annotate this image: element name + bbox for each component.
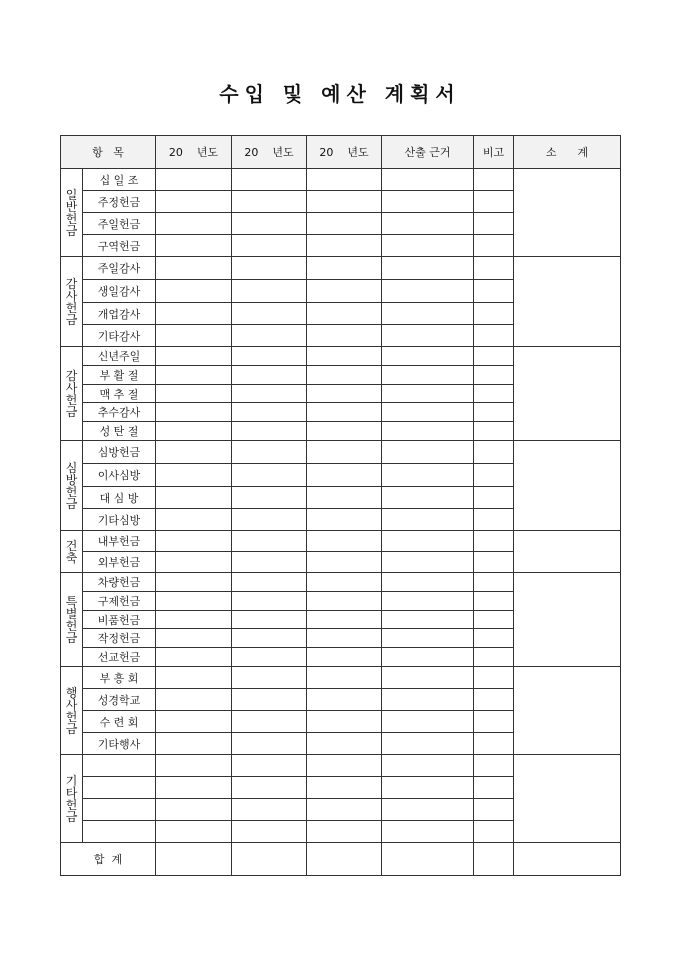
year-2-cell[interactable] [232, 422, 307, 441]
year-3-cell[interactable] [307, 325, 382, 347]
basis-cell[interactable] [382, 213, 474, 235]
year-3-cell[interactable] [307, 303, 382, 325]
basis-cell[interactable] [382, 169, 474, 191]
group-label-char: 심 [65, 460, 78, 475]
item-label: 개업감사 [83, 303, 156, 325]
basis-cell[interactable] [382, 733, 474, 755]
note-cell[interactable] [474, 422, 514, 441]
year-3-cell[interactable] [307, 667, 382, 689]
item-label: 이사심방 [83, 464, 156, 487]
year-1-cell[interactable] [156, 280, 232, 303]
basis-cell[interactable] [382, 592, 474, 611]
year-2-cell[interactable] [232, 777, 307, 799]
table-row [61, 169, 621, 191]
group-label-char: 사 [65, 380, 78, 395]
header-year-2: 20 년도 [232, 136, 307, 169]
group-label-char: 일 [65, 187, 78, 202]
year-1-cell[interactable] [156, 487, 232, 509]
year-2-cell[interactable] [232, 592, 307, 611]
year-1-cell[interactable] [156, 366, 232, 385]
item-label: 구제헌금 [83, 592, 156, 611]
group-label [61, 257, 83, 347]
table-row [61, 257, 621, 280]
year-3-cell[interactable] [307, 235, 382, 257]
year-3-cell[interactable] [307, 552, 382, 573]
group-label [61, 531, 83, 573]
year-1-cell[interactable] [156, 611, 232, 629]
year-3-cell[interactable] [307, 755, 382, 777]
header-subtotal: 소 계 [514, 136, 621, 169]
basis-cell[interactable] [382, 667, 474, 689]
year-2-cell[interactable] [232, 487, 307, 509]
year-1-cell[interactable] [156, 573, 232, 592]
note-cell[interactable] [474, 755, 514, 777]
basis-cell[interactable] [382, 366, 474, 385]
year-3-cell[interactable] [307, 629, 382, 648]
year-1-cell[interactable] [156, 403, 232, 422]
header-year-1: 20 년도 [156, 136, 232, 169]
year-2-cell[interactable] [232, 441, 307, 464]
year-3-cell[interactable] [307, 169, 382, 191]
group-label [61, 441, 83, 531]
note-cell[interactable] [474, 629, 514, 648]
table-row [61, 531, 621, 552]
header-row [61, 136, 621, 169]
year-1-cell[interactable] [156, 169, 232, 191]
group-label-char: 행 [65, 685, 78, 700]
year-1-cell[interactable] [156, 755, 232, 777]
subtotal-cell[interactable] [514, 169, 621, 257]
item-label: 신년주일 [83, 347, 156, 366]
year-3-cell[interactable] [307, 280, 382, 303]
subtotal-cell[interactable] [514, 755, 621, 843]
subtotal-cell[interactable] [514, 441, 621, 531]
note-cell[interactable] [474, 169, 514, 191]
year-1-cell[interactable] [156, 531, 232, 552]
year-3-cell[interactable] [307, 733, 382, 755]
document-title: 수입 및 예산 계획서 [219, 82, 461, 106]
group-label-char: 금 [65, 223, 78, 238]
item-label: 맥 추 절 [83, 385, 156, 403]
year-1-cell[interactable] [156, 441, 232, 464]
year-1-cell[interactable] [156, 385, 232, 403]
item-label: 비품헌금 [83, 611, 156, 629]
year-1-cell[interactable] [156, 733, 232, 755]
year-2-cell[interactable] [232, 464, 307, 487]
group-label-char: 별 [65, 606, 78, 621]
table-row [61, 573, 621, 592]
year-2-cell[interactable] [232, 191, 307, 213]
note-cell[interactable] [474, 257, 514, 280]
year-3-cell[interactable] [307, 441, 382, 464]
year-2-cell[interactable] [232, 733, 307, 755]
year-2-cell[interactable] [232, 611, 307, 629]
table-row [61, 667, 621, 689]
item-label: 차량헌금 [83, 573, 156, 592]
basis-cell[interactable] [382, 821, 474, 843]
year-1-cell[interactable] [156, 213, 232, 235]
year-1-cell[interactable] [156, 422, 232, 441]
group-label [61, 667, 83, 755]
year-1-cell[interactable] [156, 799, 232, 821]
subtotal-cell[interactable] [514, 347, 621, 441]
note-cell[interactable] [474, 799, 514, 821]
year-3-cell[interactable] [307, 611, 382, 629]
year-2-cell[interactable] [232, 169, 307, 191]
total-note-cell[interactable] [474, 843, 514, 876]
year-3-cell[interactable] [307, 711, 382, 733]
year-2-cell[interactable] [232, 799, 307, 821]
item-label: 대 심 방 [83, 487, 156, 509]
note-cell[interactable] [474, 325, 514, 347]
year-2-cell[interactable] [232, 347, 307, 366]
year-3-cell[interactable] [307, 422, 382, 441]
group-label [61, 347, 83, 441]
group-label-char: 사 [65, 288, 78, 303]
note-cell[interactable] [474, 821, 514, 843]
group-label-char: 반 [65, 199, 78, 214]
group-label-char: 헌 [65, 211, 78, 226]
group-label-char: 사 [65, 697, 78, 712]
group-label-char: 헌 [65, 797, 78, 812]
note-cell[interactable] [474, 280, 514, 303]
year-2-cell[interactable] [232, 755, 307, 777]
note-cell[interactable] [474, 689, 514, 711]
item-label [83, 755, 156, 777]
year-1-cell[interactable] [156, 257, 232, 280]
item-label: 내부헌금 [83, 531, 156, 552]
item-label [83, 799, 156, 821]
total-subtotal-cell[interactable] [514, 843, 621, 876]
item-label: 기타행사 [83, 733, 156, 755]
year-1-cell[interactable] [156, 191, 232, 213]
item-label: 부 흥 회 [83, 667, 156, 689]
basis-cell[interactable] [382, 422, 474, 441]
item-label [83, 777, 156, 799]
item-label: 성 탄 절 [83, 422, 156, 441]
subtotal-cell[interactable] [514, 573, 621, 667]
year-1-cell[interactable] [156, 325, 232, 347]
year-3-cell[interactable] [307, 385, 382, 403]
group-label-char: 감 [65, 276, 78, 291]
year-1-cell[interactable] [156, 347, 232, 366]
table-row [61, 347, 621, 366]
group-label-char: 축 [65, 550, 78, 565]
basis-cell[interactable] [382, 531, 474, 552]
year-2-cell[interactable] [232, 573, 307, 592]
year-3-cell[interactable] [307, 487, 382, 509]
year-1-cell[interactable] [156, 711, 232, 733]
total-label: 합 계 [61, 843, 156, 876]
group-label-char: 특 [65, 594, 78, 609]
year-1-cell[interactable] [156, 464, 232, 487]
group-label [61, 755, 83, 843]
note-cell[interactable] [474, 648, 514, 667]
basis-cell[interactable] [382, 257, 474, 280]
item-label: 생일감사 [83, 280, 156, 303]
year-2-cell[interactable] [232, 385, 307, 403]
year-2-cell[interactable] [232, 629, 307, 648]
year-1-cell[interactable] [156, 821, 232, 843]
group-label-char: 헌 [65, 618, 78, 633]
year-1-cell[interactable] [156, 689, 232, 711]
year-3-cell[interactable] [307, 531, 382, 552]
basis-cell[interactable] [382, 552, 474, 573]
item-label: 추수감사 [83, 403, 156, 422]
header-year-3: 20 년도 [307, 136, 382, 169]
group-label-char: 금 [65, 404, 78, 419]
year-3-cell[interactable] [307, 509, 382, 531]
header-basis: 산출 근거 [382, 136, 474, 169]
year-1-cell[interactable] [156, 592, 232, 611]
group-label-char: 기 [65, 773, 78, 788]
total-year-1-cell[interactable] [156, 843, 232, 876]
item-label: 수 련 회 [83, 711, 156, 733]
group-label-char: 헌 [65, 709, 78, 724]
item-label: 주일헌금 [83, 213, 156, 235]
note-cell[interactable] [474, 777, 514, 799]
basis-cell[interactable] [382, 711, 474, 733]
year-3-cell[interactable] [307, 347, 382, 366]
group-label-char: 건 [65, 538, 78, 553]
note-cell[interactable] [474, 213, 514, 235]
note-cell[interactable] [474, 464, 514, 487]
note-cell[interactable] [474, 235, 514, 257]
year-3-cell[interactable] [307, 689, 382, 711]
item-label: 구역헌금 [83, 235, 156, 257]
subtotal-cell[interactable] [514, 257, 621, 347]
note-cell[interactable] [474, 347, 514, 366]
group-label-char: 방 [65, 472, 78, 487]
basis-cell[interactable] [382, 573, 474, 592]
year-2-cell[interactable] [232, 213, 307, 235]
item-label: 부 활 절 [83, 366, 156, 385]
basis-cell[interactable] [382, 648, 474, 667]
total-year-2-cell[interactable] [232, 843, 307, 876]
year-2-cell[interactable] [232, 667, 307, 689]
item-label: 심방헌금 [83, 441, 156, 464]
year-2-cell[interactable] [232, 509, 307, 531]
year-1-cell[interactable] [156, 509, 232, 531]
note-cell[interactable] [474, 487, 514, 509]
item-label: 기타심방 [83, 509, 156, 531]
basis-cell[interactable] [382, 325, 474, 347]
year-3-cell[interactable] [307, 592, 382, 611]
year-3-cell[interactable] [307, 366, 382, 385]
year-1-cell[interactable] [156, 235, 232, 257]
year-1-cell[interactable] [156, 552, 232, 573]
basis-cell[interactable] [382, 799, 474, 821]
year-3-cell[interactable] [307, 191, 382, 213]
note-cell[interactable] [474, 611, 514, 629]
year-2-cell[interactable] [232, 648, 307, 667]
year-2-cell[interactable] [232, 531, 307, 552]
item-label: 작정헌금 [83, 629, 156, 648]
note-cell[interactable] [474, 303, 514, 325]
year-2-cell[interactable] [232, 689, 307, 711]
note-cell[interactable] [474, 385, 514, 403]
year-2-cell[interactable] [232, 366, 307, 385]
header-note: 비고 [474, 136, 514, 169]
total-basis-cell[interactable] [382, 843, 474, 876]
group-label-char: 금 [65, 630, 78, 645]
item-label [83, 821, 156, 843]
year-3-cell[interactable] [307, 821, 382, 843]
year-3-cell[interactable] [307, 257, 382, 280]
year-1-cell[interactable] [156, 303, 232, 325]
note-cell[interactable] [474, 552, 514, 573]
group-label-char: 금 [65, 496, 78, 511]
year-3-cell[interactable] [307, 464, 382, 487]
item-label: 십 일 조 [83, 169, 156, 191]
year-3-cell[interactable] [307, 648, 382, 667]
basis-cell[interactable] [382, 385, 474, 403]
group-label-char: 금 [65, 809, 78, 824]
year-2-cell[interactable] [232, 552, 307, 573]
group-label-char: 감 [65, 368, 78, 383]
basis-cell[interactable] [382, 235, 474, 257]
basis-cell[interactable] [382, 487, 474, 509]
group-label-char: 금 [65, 312, 78, 327]
year-2-cell[interactable] [232, 821, 307, 843]
item-label: 외부헌금 [83, 552, 156, 573]
item-label: 기타감사 [83, 325, 156, 347]
note-cell[interactable] [474, 531, 514, 552]
year-2-cell[interactable] [232, 280, 307, 303]
item-label: 주정헌금 [83, 191, 156, 213]
group-label [61, 169, 83, 257]
table-row [61, 755, 621, 777]
basis-cell[interactable] [382, 441, 474, 464]
basis-cell[interactable] [382, 755, 474, 777]
year-1-cell[interactable] [156, 667, 232, 689]
year-3-cell[interactable] [307, 213, 382, 235]
basis-cell[interactable] [382, 347, 474, 366]
year-2-cell[interactable] [232, 711, 307, 733]
basis-cell[interactable] [382, 191, 474, 213]
total-row [61, 843, 621, 876]
note-cell[interactable] [474, 441, 514, 464]
group-label-char: 헌 [65, 300, 78, 315]
table-row [61, 441, 621, 464]
year-3-cell[interactable] [307, 573, 382, 592]
group-label-char: 타 [65, 785, 78, 800]
basis-cell[interactable] [382, 777, 474, 799]
group-label [61, 573, 83, 667]
basis-cell[interactable] [382, 611, 474, 629]
year-2-cell[interactable] [232, 303, 307, 325]
total-year-3-cell[interactable] [307, 843, 382, 876]
header-item: 항 목 [61, 136, 156, 169]
year-3-cell[interactable] [307, 403, 382, 422]
item-label: 선교헌금 [83, 648, 156, 667]
note-cell[interactable] [474, 403, 514, 422]
subtotal-cell[interactable] [514, 667, 621, 755]
item-label: 주일감사 [83, 257, 156, 280]
basis-cell[interactable] [382, 509, 474, 531]
year-1-cell[interactable] [156, 777, 232, 799]
note-cell[interactable] [474, 667, 514, 689]
note-cell[interactable] [474, 573, 514, 592]
group-label-char: 헌 [65, 484, 78, 499]
note-cell[interactable] [474, 191, 514, 213]
year-2-cell[interactable] [232, 325, 307, 347]
group-label-char: 헌 [65, 392, 78, 407]
year-1-cell[interactable] [156, 629, 232, 648]
basis-cell[interactable] [382, 464, 474, 487]
year-2-cell[interactable] [232, 403, 307, 422]
year-1-cell[interactable] [156, 648, 232, 667]
basis-cell[interactable] [382, 403, 474, 422]
year-2-cell[interactable] [232, 257, 307, 280]
item-label: 성경학교 [83, 689, 156, 711]
group-label-char: 금 [65, 721, 78, 736]
subtotal-cell[interactable] [514, 531, 621, 573]
year-3-cell[interactable] [307, 799, 382, 821]
year-3-cell[interactable] [307, 777, 382, 799]
basis-cell[interactable] [382, 280, 474, 303]
note-cell[interactable] [474, 366, 514, 385]
basis-cell[interactable] [382, 629, 474, 648]
basis-cell[interactable] [382, 303, 474, 325]
year-2-cell[interactable] [232, 235, 307, 257]
budget-table [60, 135, 621, 876]
basis-cell[interactable] [382, 689, 474, 711]
note-cell[interactable] [474, 592, 514, 611]
note-cell[interactable] [474, 733, 514, 755]
note-cell[interactable] [474, 711, 514, 733]
note-cell[interactable] [474, 509, 514, 531]
